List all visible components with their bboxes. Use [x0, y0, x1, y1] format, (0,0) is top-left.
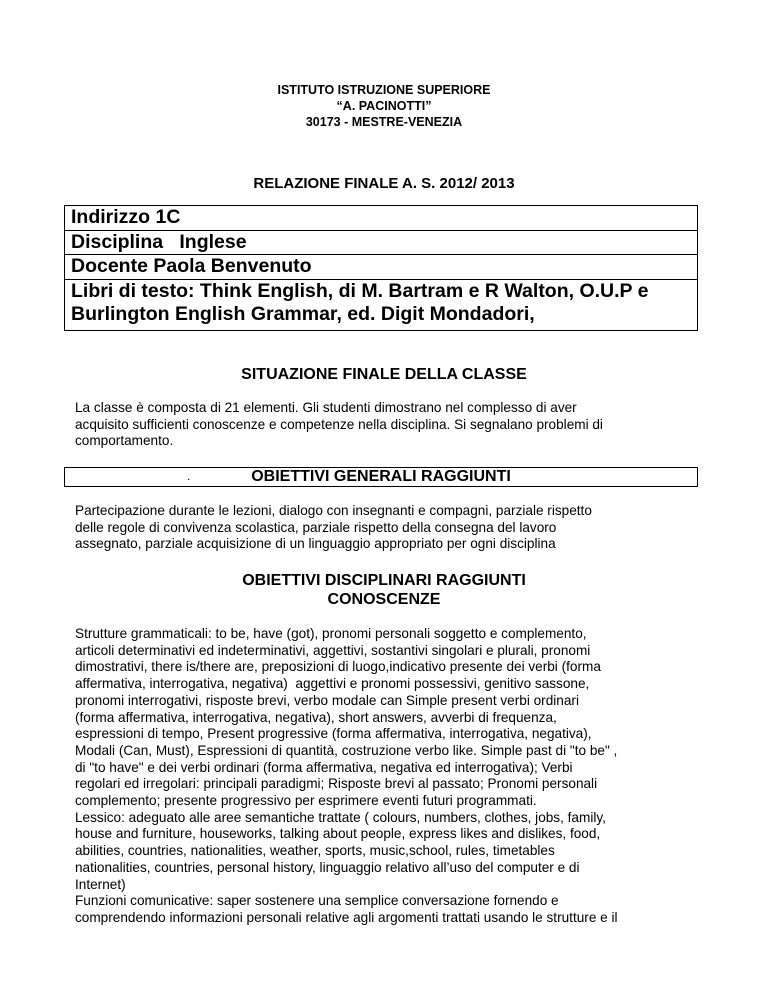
table-row [65, 279, 698, 330]
disciplinari-line: Lessico: adeguato alle aree semantiche trattate ( colours, numbers, clothes, jobs, family, [75, 809, 606, 825]
obiettivi-generali-title: OBIETTIVI GENERALI RAGGIUNTI [251, 468, 511, 485]
disciplinari-line: Strutture grammaticali: to be, have (got), pronomi personali soggetto e complemento, [75, 626, 587, 641]
generali-line-1: Partecipazione durante le lezioni, dialogo con insegnanti e compagni, parziale rispetto [75, 503, 592, 518]
disciplinari-line: affermativa, interrogativa, negativa) aggettivi e pronomi possessivi, genitivo sassone, [75, 676, 590, 692]
obiettivi-generali-heading-box [64, 467, 698, 487]
obiettivi-disciplinari-title [0, 571, 768, 609]
school-name: ISTITUTO ISTRUZIONE SUPERIORE [277, 83, 491, 97]
generali-line-3: assegnato, parziale acquisizione di un linguaggio appropriato per ogni disciplina [75, 536, 556, 552]
disciplinari-line: pronomi interrogativi, risposte brevi, verbo modale can Simple present verbi ordinari [75, 692, 579, 708]
disciplinari-title-line-2: CONOSCENZE [327, 591, 441, 608]
libri-line-2: Burlington English Grammar, ed. Digit Mondadori, [71, 303, 535, 325]
disciplinari-line: Funzioni comunicative: saper sostenere una semplice conversazione fornendo e [75, 893, 559, 909]
obiettivi-disciplinari-text [75, 626, 618, 927]
school-address: 30173 - MESTRE-VENEZIA [305, 115, 463, 129]
disciplinari-line: comprendendo informazioni personali relative agli argomenti trattati usando le strutture e il [75, 909, 618, 925]
heading-marker: . [187, 469, 191, 483]
situazione-text [75, 400, 603, 450]
disciplinari-line: espressioni di tempo, Present progressive (forma affermativa, interrogativa, negativa), [75, 726, 592, 742]
situazione-line-1: La classe è composta di 21 elementi. Gli studenti dimostrano nel complesso di aver [75, 400, 577, 415]
disciplinari-line: Modali (Can, Must), Espressioni di quantità, costruzione verbo like. Simple past di "to be" , [75, 742, 618, 758]
table-row [65, 230, 698, 255]
libri-line-1: Libri di testo: Think English, di M. Bartram e R Walton, O.U.P e [71, 279, 649, 302]
disciplinari-line: articoli determinativi ed indeterminativi, aggettivi, sostantivi singolari e plurali, pronomi [75, 642, 591, 658]
disciplinari-line: Internet) [75, 876, 126, 892]
situazione-line-3: comportamento. [75, 433, 174, 449]
report-title: RELAZIONE FINALE A. S. 2012/ 2013 [253, 175, 515, 192]
disciplinari-line: regolari ed irregolari: principali paradigmi; Risposte brevi al passato; Pronomi personali [75, 776, 598, 792]
situazione-line-2: acquisito sufficienti conoscenze e competenze nella disciplina. Si segnalano problemi di [75, 416, 603, 432]
disciplinari-title-line-1: OBIETTIVI DISCIPLINARI RAGGIUNTI [242, 572, 526, 589]
table-row [65, 206, 698, 231]
disciplinari-line: house and furniture, houseworks, talking about people, express likes and dislikes, food, [75, 826, 601, 842]
disciplinari-line: di "to have" e dei verbi ordinari (forma affermativa, negativa ed interrogativa); Verbi [75, 759, 573, 775]
libri-cell [65, 279, 698, 330]
disciplina-cell: Disciplina Inglese [65, 230, 698, 255]
disciplinari-line: dimostrativi, there is/there are, preposizioni di luogo,indicativo presente dei verbi (forma [75, 659, 601, 675]
disciplinari-line: (forma affermativa, interrogativa, negativa), short answers, avverbi di frequenza, [75, 709, 557, 725]
table-row [65, 255, 698, 280]
generali-line-2: delle regole di convivenza scolastica, parziale rispetto della consegna del lavoro [75, 519, 557, 535]
obiettivi-generali-text [75, 503, 592, 553]
course-info-table [64, 205, 698, 331]
school-header [0, 82, 768, 130]
school-title: “A. PACINOTTI” [336, 99, 432, 113]
situazione-title: SITUAZIONE FINALE DELLA CLASSE [241, 366, 527, 383]
indirizzo-cell: Indirizzo 1C [65, 206, 698, 231]
disciplinari-line: complemento; presente progressivo per esprimere eventi futuri programmati. [75, 793, 537, 809]
disciplinari-line: abilities, countries, nationalities, weather, sports, music,school, rules, timetables [75, 843, 555, 859]
disciplinari-line: nationalities, countries, personal history, linguaggio relativo all’uso del computer e di [75, 859, 580, 875]
docente-cell: Docente Paola Benvenuto [65, 255, 698, 280]
